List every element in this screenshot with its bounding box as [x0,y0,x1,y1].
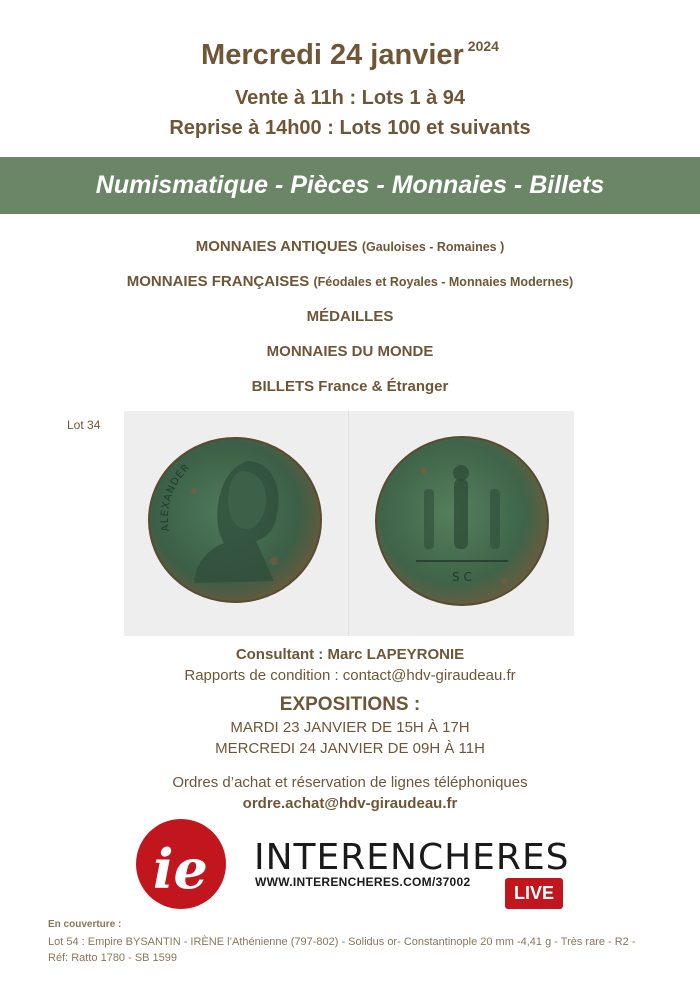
exposition-line-1: MARDI 23 JANVIER DE 15H À 17H [230,719,470,736]
category-francaises: MONNAIES FRANÇAISES (Féodales et Royales - Monnaies Modernes) [126,273,574,290]
category-banner: Numismatique - Pièces - Monnaies - Billets [0,157,700,214]
orders-text: Ordres d’achat et réservation de lignes téléphoniques [172,774,528,791]
condition-reports: Rapports de condition : contact@hdv-giraudeau.fr [184,667,516,684]
sale-year: 2024 [467,38,499,54]
lot-label: Lot 34 [67,418,101,432]
cover-description: Lot 54 : Empire BYSANTIN - IRÈNE l’Athénienne (797-802) - Solidus or- Constantinople 20 mm -4,41 g - Très rare - R2 - Réf: Ratto 1780 - SB 1599 [48,936,636,964]
brand-url[interactable]: WWW.INTERENCHERES.COM/37002 [255,875,471,889]
coin-obverse [149,438,321,602]
brand-name: INTERENCHERES [254,837,570,878]
sale-time: Vente à 11h : Lots 1 à 94 [234,87,466,109]
coin-reverse [376,437,548,605]
sale-date: Mercredi 24 janvier $^{2024}$ [201,38,499,71]
category-medailles: MÉDAILLES [306,308,394,325]
svg-text:ALEXANDER: ALEXANDER [159,461,193,533]
svg-text:ie: ie [153,837,208,901]
resume-time: Reprise à 14h00 : Lots 100 et suivants [169,117,531,139]
cover-title: En couverture : [48,919,122,930]
consultant: Consultant : Marc LAPEYRONIE [235,646,465,663]
category-antiques: MONNAIES ANTIQUES (Gauloises - Romaines ) [195,238,505,255]
coin-illustration [124,411,574,636]
svg-text:S C: S C [452,570,472,584]
interencheres-logo-icon [135,818,227,910]
coin-photo [124,411,574,636]
expositions-title: EXPOSITIONS : [279,694,421,715]
exposition-line-2: MERCREDI 24 JANVIER DE 09H À 11H [215,740,485,757]
orders-email[interactable]: ordre.achat@hdv-giraudeau.fr [242,795,458,812]
live-badge: LIVE [505,878,563,909]
category-billets: BILLETS France & Étranger [251,378,449,395]
category-monde: MONNAIES DU MONDE [266,343,434,360]
